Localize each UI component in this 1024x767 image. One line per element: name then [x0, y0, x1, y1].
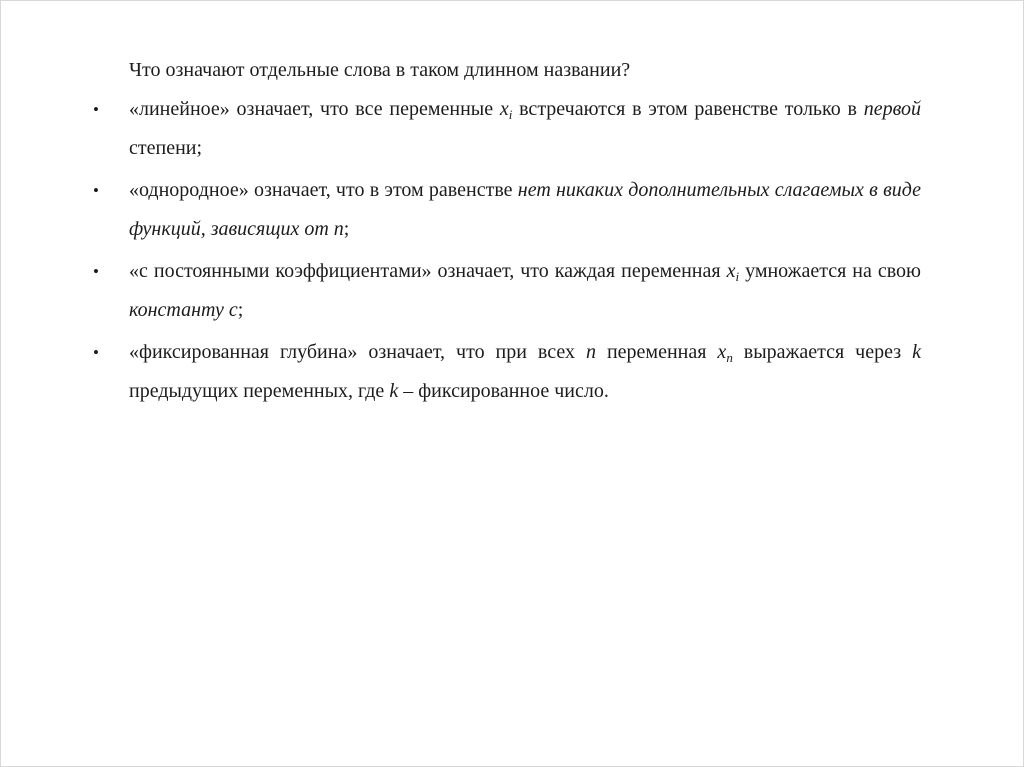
intro-question: Что означают отдельные слова в таком длинном названии? [129, 59, 631, 81]
item-text: степени; [129, 137, 203, 159]
item-text: ; [237, 299, 244, 321]
list-item-homogeneous [93, 171, 921, 249]
item-text: умножается на свою [739, 260, 921, 282]
emphasis-text: нет никаких дополнительных слагаемых в виде функций, зависящих от [129, 179, 921, 240]
bullet-icon: • [93, 343, 99, 362]
item-text: предыдущих переменных, где [129, 380, 390, 402]
slide-content [93, 51, 921, 414]
item-text: «однородное» означает, что в этом равенстве [129, 179, 518, 201]
emphasis-text: первой [863, 98, 921, 120]
item-text: «линейное» означает, что все переменные [129, 98, 500, 120]
list-item-linear [93, 90, 921, 168]
list-item-constant-coefficients [93, 252, 921, 330]
bullet-icon: • [93, 181, 99, 200]
variable-k: k [389, 380, 399, 402]
item-text: встречаются в этом равенстве только в [512, 98, 864, 120]
bullet-icon: • [93, 262, 99, 281]
variable-n: n [333, 218, 344, 240]
list-item-fixed-depth [93, 333, 921, 411]
variable-x: $x_n$ [717, 341, 733, 365]
item-text: переменная [595, 341, 718, 363]
variable-k: k [912, 341, 921, 363]
variable-x: $x_i$ [499, 98, 513, 122]
bullet-icon: • [93, 100, 99, 119]
item-text: – фиксированное число. [398, 380, 609, 402]
variable-x: $x_i$ [726, 260, 740, 284]
item-text: «с постоянными коэффициентами» означает, что каждая переменная [129, 260, 727, 282]
item-text: «фиксированная глубина» означает, что при всех [129, 341, 586, 363]
variable-n: n [585, 341, 596, 363]
definition-list [93, 90, 921, 411]
item-text: ; [343, 218, 350, 240]
emphasis-text: константу c [129, 299, 238, 321]
item-text: выражается через [732, 341, 913, 363]
